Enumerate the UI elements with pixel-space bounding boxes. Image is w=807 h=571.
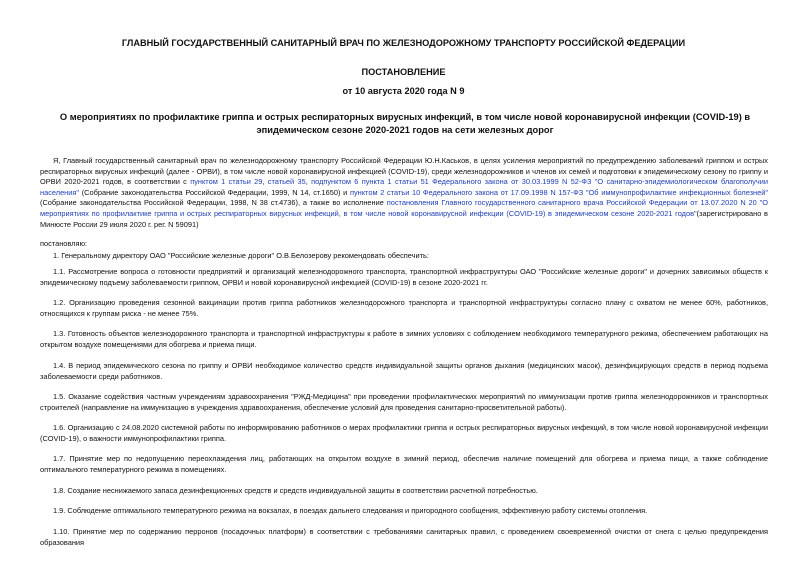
item-1-9: 1.9. Соблюдение оптимального температурного режима на вокзалах, в поездах дальнего следования и пригородного сообщения, эффективную работу системы отопления. [53, 506, 648, 515]
document-authority: ГЛАВНЫЙ ГОСУДАРСТВЕННЫЙ САНИТАРНЫЙ ВРАЧ ПО ЖЕЛЕЗНОДОРОЖНОМУ ТРАНСПОРТУ РОССИЙСКОЙ ФЕДЕРАЦИИ [121, 38, 686, 48]
item-1-7: 1.7. Принятие мер по недопущению переохлаждения лиц, работающих на открытом воздухе в зимний период, обеспечив наличие помещений для обогрева и приема пищи, а также соблюдение оптимального температурного режима в помещениях. [40, 454, 768, 474]
document-title: О мероприятиях по профилактике гриппа и острых респираторных вирусных инфекций, в том числе новой коронавирусной инфекции (COVID-19) в эпидемическом сезоне 2020-2021 годов на сети железных дорог [59, 112, 751, 135]
document-date-number: от 10 августа 2020 года N 9 [342, 86, 465, 96]
preamble-text: , [305, 177, 312, 187]
law-link-157-fz[interactable]: пунктом 2 статьи 10 Федерального закона от 17.09.1998 N 157-ФЗ "Об иммунопрофилактике инфекционных болезней" [349, 187, 768, 197]
item-1-6: 1.6. Организацию с 24.08.2020 системной работы по информированию работников о мерах профилактики гриппа и острых респираторных вирусных инфекций, в том числе новой коронавирусной инфекции (COVID-19), о важности иммунопрофилактики гриппа. [40, 423, 768, 443]
item-1-1: 1.1. Рассмотрение вопроса о готовности предприятий и организаций железнодорожного транспорта, транспортной инфраструктуры ОАО "Российские железные дороги" и дочерних зависимых обществ к эпидемическому подъему заболеваемости гриппом, ОРВИ и новой коронавирусной инфекцией (COVID-19) в сезоне 2020-2021 гг. [40, 267, 768, 287]
item-1-10: 1.10. Принятие мер по содержанию перронов (посадочных платформ) в соответствии с требованиями санитарных правил, с проведением своевременной очистки от снега с целью предупреждения образования [40, 527, 768, 547]
preamble-paragraph [40, 156, 768, 230]
item-1-5: 1.5. Оказание содействия частным учреждениям здравоохранения "РЖД-Медицина" при проведении профилактических мероприятий по иммунизации против гриппа железнодорожников и транспортных строителей (направление на иммунизацию в учреждения здравоохранения, обеспечение условий для проведения санитарно-просветительной работы). [40, 392, 768, 412]
item-1-8: 1.8. Создание неснижаемого запаса дезинфекционных средств и средств индивидуальной защиты в соответствии расчетной потребностью. [53, 486, 538, 495]
resolution-link-n20[interactable]: постановления Главного государственного санитарного врача Российской Федерации от 13.07.2020 N 20 "О мероприятиях по профилактике гриппа и острых респираторных вирусных инфекций, в том числе новой коронавирусной инфекции (COVID-19) в эпидемическом сезоне 2020-2021 годов" [40, 198, 768, 218]
law-link-52-fz[interactable]: подпунктом 6 пункта 1 статьи 51 Федерального закона от 30.03.1999 N 52-ФЗ "О санитарно-эпидемиологическом благополучии населения" [40, 177, 768, 197]
law-link-article-29[interactable]: пунктом 1 статьи 29 [190, 177, 263, 187]
preamble-text: Я, Главный государственный санитарный врач по железнодорожному транспорту Российской Федерации Ю.Н.Каськов, в целях усиления мероприятий по предупреждению заболеваний гриппом и острых респираторных вирусных инфекций (далее - ОРВИ), в том числе новой коронавирусной инфекцией (COVID-19), среди железнодорожников и членов их семей и подготовки к эпидемическому сезону по гриппу и ОРВИ 2020-2021 годов, в соответствии с [40, 156, 768, 187]
item-1-4: 1.4. В период эпидемического сезона по гриппу и ОРВИ необходимое количество средств индивидуальной защиты органов дыхания (медицинских масок), дезинфицирующих средств в период подъема заболеваемости среди работников. [40, 361, 768, 381]
preamble-text: (Собрание законодательства Российской Федерации, 1999, N 14, ст.1650) и [79, 187, 350, 197]
document-type: ПОСТАНОВЛЕНИЕ [361, 67, 446, 77]
law-link-article-35[interactable]: статьей 35 [267, 177, 306, 187]
resolved-label: постановляю: [40, 239, 88, 248]
preamble-text: (зарегистрировано в Минюсте России 29 июля 2020 г. рег. N 59091) [40, 208, 768, 229]
item-1: 1. Генеральному директору ОАО "Российские железные дороги" О.В.Белозерову рекомендовать обеспечить: [53, 251, 429, 260]
item-1-2: 1.2. Организацию проведения сезонной вакцинации против гриппа работников железнодорожного транспорта и транспортной инфраструктуры согласно плану с охватом не менее 60%, работников, относящихся к группам риска - не менее 75%. [40, 298, 768, 318]
item-1-3: 1.3. Готовность объектов железнодорожного транспорта и транспортной инфраструктуры к работе в зимних условиях с соблюдением необходимого температурного режима, обеспечением работающих на открытом воздухе помещениями для обогрева и приема пищи. [40, 329, 768, 349]
preamble-text: , [262, 177, 268, 187]
preamble-text: (Собрание законодательства Российской Федерации, 1998, N 38 ст.4736), а также во исполнение [40, 198, 387, 208]
